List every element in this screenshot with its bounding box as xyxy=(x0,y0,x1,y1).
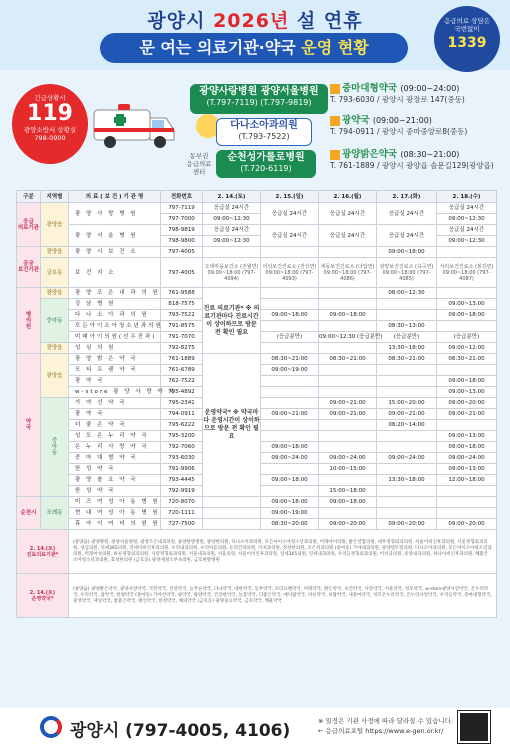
table-cell xyxy=(319,442,377,453)
qr-code-icon xyxy=(458,711,490,743)
footer-note: ※ 일정은 기관 사정에 따라 달라질 수 있습니다. ← 응급의료포털 https://www.e-gen.or.kr/ xyxy=(318,717,453,735)
hospital-pill-2: 다나소아과의원 (T.793-7522) xyxy=(216,118,312,146)
table-cell: 응급실 24시간 xyxy=(377,203,437,225)
table-cell: 09:00~12:30 xyxy=(437,214,497,225)
table-cell: 818-7575 xyxy=(161,299,203,310)
table-cell: 797-7000 xyxy=(161,214,203,225)
table-cell: 더 좋 은 약 국 xyxy=(69,420,161,431)
footer-contact: 광양시 (797-4005, 4106) xyxy=(70,721,291,741)
table-cell: 모든아이소아청소년과의원 xyxy=(69,321,161,332)
table-cell: 광양읍 xyxy=(41,247,69,258)
table-cell: 09:00~13:00 xyxy=(437,464,497,475)
table-cell: 09:00~12:30 xyxy=(203,214,261,225)
schedule-table xyxy=(16,190,497,618)
table-cell: 15:00~18:00 xyxy=(319,486,377,497)
table-cell: 13:30~18:00 xyxy=(377,343,437,354)
footer xyxy=(0,708,510,746)
table-cell: 한 성 약 국 xyxy=(69,464,161,475)
city-logo-icon xyxy=(40,716,62,738)
table-cell xyxy=(437,288,497,299)
table-cell: 08:30~21:00 xyxy=(377,354,437,365)
table-cell: 광 양 솔 요 약 국 xyxy=(69,475,161,486)
table-cell: 광양읍 xyxy=(41,288,69,299)
table-cell xyxy=(437,420,497,431)
table-cell: 09:00~24:00 xyxy=(319,453,377,464)
table-cell: 09:00~13:00 xyxy=(437,299,497,310)
table-cell xyxy=(319,343,377,354)
table-cell xyxy=(319,247,377,258)
table-cell: 광 약 국 xyxy=(69,376,161,387)
table-cell: (광양읍) 광양병원, 광양서울병원, 광양조은내과의원, 광양한방병원, 광양한의원, 다나소아과의원, 모든아이소아청소년과의원, 미래아이의원, 밝은연합의원, 세무정형외과의원, 서울이비인후과의원, 서울정형외과의원, 성심의원, 연세365의원, 연세이비인후과의원, 우리내과의원, 우리아동의원, 유리안과의원, 이치과의원, 정성한의원, 조은치과의원 (중마동) 가야내과의원, 광양센트럴의원, 다나소아과의원, 모든아이소아청소년과의원, 미래여성의원, 바른정형외과의원, 사랑정형외과의원, 서울내과의원, 서울의원, 서울이비인후과의원, 연세365의원, 연세내과의원, 우리들정형외과의원, 이치과의원, 중앙내과의원, 하나이비인후과의원, 해맑은소아청소년과의원, 효성한의원 (금호동) 광양제철소부속의원, 금호한방병원 xyxy=(69,530,497,574)
table-cell: 798-9819 xyxy=(161,225,203,236)
column-header: 전화번호 xyxy=(161,191,203,203)
column-header: 지역별 xyxy=(41,191,69,203)
table-cell: 797-4005 xyxy=(161,247,203,258)
info-area xyxy=(0,72,510,182)
table-row xyxy=(17,203,497,214)
table-cell: 세동보건진료소 (다압면) 09:00~18:00 (797-4086) xyxy=(319,258,377,288)
table-cell xyxy=(319,431,377,442)
pharmacy-icon xyxy=(330,84,340,94)
table-cell xyxy=(319,475,377,486)
table-cell: 가 야 선 약 국 xyxy=(69,398,161,409)
table-cell: 09:00~20:00 xyxy=(437,398,497,409)
hospital-pill-1: 광양사랑병원 광양서울병원 (T.797-7119) (T.797-9819) xyxy=(190,84,328,114)
table-cell xyxy=(319,288,377,299)
table-cell: 08:30~20:00 xyxy=(261,519,319,530)
table-row xyxy=(17,497,497,508)
table-cell: 791-8575 xyxy=(161,321,203,332)
table-cell: 순천시 xyxy=(17,497,41,530)
table-cell: 응급실 24시간 xyxy=(261,225,319,247)
table-cell: 09:00~20:00 xyxy=(377,519,437,530)
table-row xyxy=(17,519,497,530)
table-cell xyxy=(261,431,319,442)
table-cell: (광양읍) 광양밝은약국, 광양사랑약국, 국민약국, 건강약국, 늘푸른약국, 다나약국, 대한약국, 동부약국, 모티프랜약국, 미래약국, 밝은약국, 보건약국, 사랑약국, 서울약국, 성모약국, w-store광양사랑약국, 온누리약국, 우리약국, 참약국, 한빛약국 (중마동) 가야선약국, 광약국, 광양약국, 건강한약국, 늘봄약국, 더좋은약국, 메디팜약국, 바른약국, 보람약국, 새중마약국, 성모온누리약국, 온누리사랑약국, 우리들약국, 중마대형약국, 중앙약국, 제일약국, 참좋은약국, 태인약국, 한성약국, 해피약국 (금호동) 광양솔요약국, 금호약국, 백운약국 xyxy=(69,574,497,618)
table-cell xyxy=(319,376,377,387)
table-row xyxy=(17,574,497,618)
table-cell: 798-9800 xyxy=(161,236,203,247)
table-cell: 병 의 원 xyxy=(17,288,41,354)
column-header: 2. 14.(토) xyxy=(203,191,261,203)
table-row xyxy=(17,354,497,365)
table-cell: 761-1889 xyxy=(161,354,203,365)
table-cell: 응급실 24시간 xyxy=(319,203,377,225)
table-cell: 09:00~18:00 xyxy=(319,497,377,508)
table-cell xyxy=(377,508,437,519)
table-cell: 광 양 시 보 건 소 xyxy=(69,247,161,258)
table-cell: 727-7500 xyxy=(161,519,203,530)
table-cell xyxy=(377,365,437,376)
table-cell: 응급실 24시간 xyxy=(203,225,261,236)
table-cell: 금호동 xyxy=(41,258,69,288)
table-cell: 09:00~18:00 xyxy=(261,310,319,321)
table-cell xyxy=(261,321,319,332)
table-cell: 795-4892 xyxy=(161,387,203,398)
table-cell: 797-7119 xyxy=(161,203,203,214)
table-cell xyxy=(377,442,437,453)
column-header: 2. 16.(월) xyxy=(319,191,377,203)
table-cell xyxy=(377,431,437,442)
table-cell: 현 대 여 성 아 동 병 원 xyxy=(69,508,161,519)
table-cell: 광 양 밝 은 약 국 xyxy=(69,354,161,365)
table-cell xyxy=(437,365,497,376)
table-cell: 09:00~18:00 xyxy=(261,497,319,508)
table-cell: 761-9588 xyxy=(161,288,203,299)
table-cell xyxy=(437,508,497,519)
column-header: 2. 18.(수) xyxy=(437,191,497,203)
table-cell: 720-8070 xyxy=(161,497,203,508)
consult-badge: 응급의료 상담은 국번없이 1339 xyxy=(434,6,500,72)
pharmacy-icon xyxy=(330,116,340,126)
pharmacy-info-1: 중마대형약국 (09:00~24:00) T. 793-6030 / 광양시 광장로 147(중동) xyxy=(330,83,465,104)
table-cell xyxy=(261,247,319,258)
table-cell: 중 마 동 xyxy=(41,398,69,497)
dong-label: 동부권 응급의료센터 xyxy=(186,152,212,176)
table-cell: w-store 광 양 사 랑 약 국 xyxy=(69,387,161,398)
table-cell: 광 약 국 xyxy=(69,409,161,420)
hospital-pill-3: 순천성가롤로병원 (T.720-6119) xyxy=(216,150,316,178)
table-cell: 09:00~13:00 xyxy=(437,387,497,398)
table-cell: 응급 의료기관 xyxy=(17,203,41,247)
table-cell xyxy=(437,247,497,258)
table-cell xyxy=(261,343,319,354)
table-cell: 조례동 xyxy=(41,497,69,530)
table-cell: 792-8275 xyxy=(161,343,203,354)
table-cell xyxy=(261,486,319,497)
table-cell: 09:00~21:00 xyxy=(319,398,377,409)
table-cell: 12:00~18:00 xyxy=(437,475,497,486)
table-cell: 09:00~18:00 xyxy=(261,475,319,486)
consult-number: 1339 xyxy=(447,35,487,51)
table-cell: 2. 14.(토) 운영약국* xyxy=(17,574,69,618)
table-cell: 광양읍 xyxy=(41,203,69,247)
table-cell xyxy=(203,497,261,508)
table-cell xyxy=(377,376,437,387)
table-cell xyxy=(319,508,377,519)
table-cell xyxy=(377,299,437,310)
table-cell xyxy=(437,486,497,497)
table-cell: 15:00~20:00 xyxy=(377,398,437,409)
table-cell xyxy=(319,365,377,376)
subtitle-highlight: 운영 현황 xyxy=(301,38,369,57)
table-cell: 2. 14.(토) 진료의료기관* xyxy=(17,530,69,574)
table-cell: 09:00~24:00 xyxy=(437,453,497,464)
table-cell: 795-2341 xyxy=(161,398,203,409)
table-cell: 792-7060 xyxy=(161,442,203,453)
table-cell: 광양보건진료소 (옥곡면) 09:00~18:00 (797-4085) xyxy=(377,258,437,288)
table-cell xyxy=(319,299,377,310)
table-cell xyxy=(261,288,319,299)
table-cell: 운영약국* ※ 약국마다 운영시간이 상이하므로 방문 전 확인 필요 xyxy=(203,354,261,497)
table-cell: 다 나 소 아 과 의 원 xyxy=(69,310,161,321)
table-cell: 약 국 xyxy=(17,354,41,497)
table-cell: 강 남 병 원 xyxy=(69,299,161,310)
subtitle-banner: 문 여는 의료기관·약국 운영 현황 xyxy=(100,33,408,63)
table-cell: 오새마을보건소 (진월면) 09:00~18:00 (797-4094) xyxy=(203,258,261,288)
table-cell xyxy=(261,420,319,431)
table-cell xyxy=(377,497,437,508)
table-cell: 응급실 24시간 xyxy=(261,203,319,225)
table-cell: 08:30~21:00 xyxy=(261,354,319,365)
table-cell xyxy=(261,299,319,310)
table-row xyxy=(17,247,497,258)
table-cell: 795-6222 xyxy=(161,420,203,431)
table-cell: 761-6789 xyxy=(161,365,203,376)
table-cell: 09:00~12:30 xyxy=(437,236,497,247)
table-cell: 793-6030 xyxy=(161,453,203,464)
table-cell xyxy=(319,420,377,431)
column-header: 2. 15.(일) xyxy=(261,191,319,203)
pharmacy-info-2: 광약국 (09:00~21:00) T. 794-0911 / 광양시 중마중앙로8(중동) xyxy=(330,115,468,136)
table-cell: 중 마 대 형 약 국 xyxy=(69,453,161,464)
table-cell: 성 심 의 원 xyxy=(69,343,161,354)
table-cell xyxy=(261,376,319,387)
table-cell: 09:00~18:00 xyxy=(437,442,497,453)
table-row xyxy=(17,530,497,574)
table-cell: 720-1111 xyxy=(161,508,203,519)
table-cell: 미 즈 여 성 아 동 병 원 xyxy=(69,497,161,508)
table-cell: (응급분만) xyxy=(437,332,497,343)
table-cell: 보 건 지 소 xyxy=(69,258,161,288)
table-cell xyxy=(377,387,437,398)
table-cell: 광 양 조 은 내 과 의 원 xyxy=(69,288,161,299)
column-header: 의 료 ( 보 건 ) 기 관 명 xyxy=(69,191,161,203)
table-cell: 광양읍 xyxy=(41,354,69,398)
table-cell: 794-0911 xyxy=(161,409,203,420)
table-cell: 광 양 서 울 병 원 xyxy=(69,225,161,247)
table-cell: 서리보건진료소 (봉강면) 09:00~18:00 (797-4087) xyxy=(437,258,497,288)
pharmacy-icon xyxy=(330,150,340,160)
table-cell: 792-9919 xyxy=(161,486,203,497)
table-cell: 09:00~21:00 xyxy=(319,409,377,420)
page-title: 광양시 2026년 설 연휴 xyxy=(147,10,363,32)
table-cell: 09:00~21:00 xyxy=(377,409,437,420)
table-cell xyxy=(203,247,261,258)
table-cell: 08:00~12:30 xyxy=(377,288,437,299)
table-cell: 진료 의료기관* ※ 의료기관마다 진료시간이 상이하므로 방문 전 확인 필요 xyxy=(203,288,261,354)
table-cell: 09:00~21:00 xyxy=(261,409,319,420)
table-cell: 09:00~18:00 xyxy=(261,442,319,453)
table-cell: 성 모 온 누 리 약 국 xyxy=(69,431,161,442)
table-cell: 09:00~18:00 xyxy=(377,247,437,258)
ambulance-icon xyxy=(90,100,176,152)
table-cell xyxy=(203,519,261,530)
column-header: 구분 xyxy=(17,191,41,203)
table-row xyxy=(17,508,497,519)
table-cell: 08:20~14:00 xyxy=(377,420,437,431)
table-cell: 09:00~24:00 xyxy=(261,453,319,464)
table-cell: 응급실 24시간 xyxy=(203,203,261,214)
table-row xyxy=(17,288,497,299)
table-cell: 09:00~18:00 xyxy=(319,310,377,321)
table-cell: 온 누 리 사 랑 약 국 xyxy=(69,442,161,453)
table-cell xyxy=(319,321,377,332)
table-cell: 광양읍 xyxy=(41,343,69,354)
table-cell xyxy=(377,464,437,475)
table-cell: 791-9906 xyxy=(161,464,203,475)
table-cell: 공공 보건기관 xyxy=(17,247,41,288)
table-cell: 795-3200 xyxy=(161,431,203,442)
table-cell: 응급실 24시간 xyxy=(377,225,437,247)
table-cell: 09:00~19:00 xyxy=(261,508,319,519)
table-cell: 08:30~21:00 xyxy=(437,354,497,365)
table-cell xyxy=(319,387,377,398)
table-header-row xyxy=(17,191,497,203)
table-row xyxy=(17,225,497,236)
table-cell: 09:00~24:00 xyxy=(377,453,437,464)
table-cell xyxy=(377,486,437,497)
table-cell xyxy=(437,497,497,508)
table-cell xyxy=(437,321,497,332)
table-cell: 미래아이의원(선우진과) xyxy=(69,332,161,343)
table-cell: 13:30~18:00 xyxy=(377,475,437,486)
table-cell: 791-7070 xyxy=(161,332,203,343)
table-cell xyxy=(377,310,437,321)
table-cell: 762-7522 xyxy=(161,376,203,387)
emergency-number: 119 xyxy=(27,101,73,126)
table-cell: 응급실 24시간 xyxy=(437,225,497,236)
title-year: 2026년 xyxy=(213,10,290,32)
table-cell: 09:00~18:00 xyxy=(437,310,497,321)
table-cell: 09:00~18:00 xyxy=(437,376,497,387)
table-cell: 09:00~13:00 xyxy=(437,431,497,442)
table-cell: 797-4005 xyxy=(161,258,203,288)
table-cell: 응급실 24시간 xyxy=(437,203,497,214)
table-cell: 09:00~20:00 xyxy=(319,519,377,530)
table-cell: 중마동 xyxy=(41,299,69,343)
table-cell: 어의보건진료소 (진상면) 09:00~18:00 (797-4093) xyxy=(261,258,319,288)
pharmacy-info-3: 광양밝은약국 (08:30~21:00) T. 761-1889 / 광양시 광양읍 솔문길129(광양읍) xyxy=(330,149,494,170)
table-cell xyxy=(203,508,261,519)
table-cell: 09:00~19:00 xyxy=(261,365,319,376)
table-cell: 10:00~15:00 xyxy=(319,464,377,475)
table-cell: 09:00~12:30 xyxy=(203,236,261,247)
table-cell: 한 성 약 국 xyxy=(69,486,161,497)
table-cell: (응급분만) xyxy=(261,332,319,343)
table-cell xyxy=(261,464,319,475)
table-cell xyxy=(261,398,319,409)
header xyxy=(0,0,510,70)
table-cell xyxy=(261,387,319,398)
table-row xyxy=(17,258,497,288)
table-cell: 09:00~12:30 (응급분만) xyxy=(319,332,377,343)
table-cell: 793-7522 xyxy=(161,310,203,321)
column-header: 2. 17.(화) xyxy=(377,191,437,203)
table-cell: 모 티 프 랜 약 국 xyxy=(69,365,161,376)
table-cell: (응급분만) xyxy=(377,332,437,343)
table-cell: 793-4445 xyxy=(161,475,203,486)
emergency-119-badge: 긴급상황시 119 광양소방서 상황실 798-0900 xyxy=(12,84,88,164)
table-cell: 09:00~20:00 xyxy=(437,519,497,530)
table-cell: 휴 아 이 여 미 의 원 원 xyxy=(69,519,161,530)
table-cell: 응급실 24시간 xyxy=(319,225,377,247)
table-cell: 09:00~12:00 xyxy=(437,343,497,354)
table-cell: 광 양 사 랑 병 원 xyxy=(69,203,161,225)
table-cell: 08:30~13:00 xyxy=(377,321,437,332)
table-cell: 09:00~21:00 xyxy=(437,409,497,420)
table-cell: 08:30~21:00 xyxy=(319,354,377,365)
